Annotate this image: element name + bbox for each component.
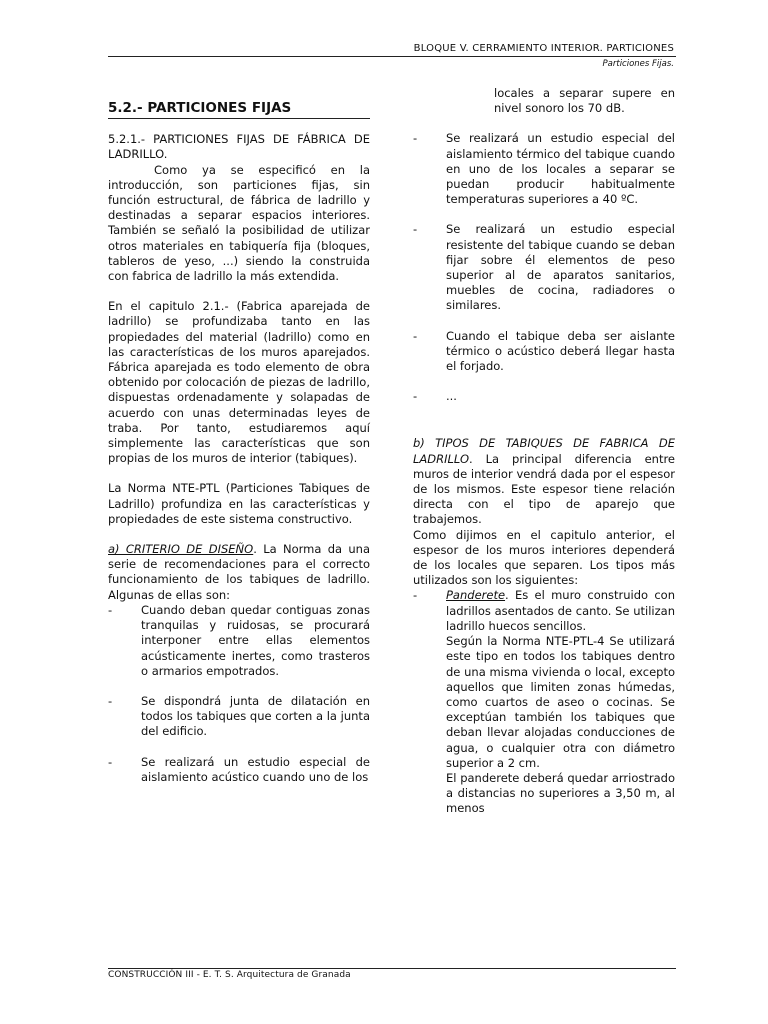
panderete-norma: Según la Norma NTE-PTL-4 Se utilizará este tipo en todos los tabiques dentro de una misma vivienda o local, excepto aquellos que limiten zonas húmedas, como cuartos de aseo o cocinas. Se exceptúan también los tabiques que deban llevar alojadas conducciones de agua, o cualquier otra con diámetro superior a 2 cm. (446, 634, 675, 770)
panderete-term: Panderete (446, 588, 506, 603)
list-item: - Se realizará un estudio especial de aislamiento acústico cuando uno de los (108, 754, 370, 784)
criterio-heading: a) CRITERIO DE DISEÑO (108, 542, 254, 557)
paragraph-tipos (413, 436, 675, 527)
left-column (108, 101, 370, 785)
dash-bullet: - (108, 693, 113, 708)
dash-bullet: - (108, 602, 113, 617)
criterio-list (108, 603, 370, 785)
dash-bullet: - (413, 389, 418, 404)
dash-bullet: - (413, 131, 418, 146)
list-item: - Se realizará un estudio especial resistente del tabique cuando se deban fijar sobre él elementos de peso superior al de aparatos sanitarios, muebles de cocina, radiadores o similares. (413, 222, 675, 313)
list-item-panderete: - Panderete. Es el muro construido con ladrillos asentados de canto. Se utilizan ladrillo huecos sencillos. Según la Norma NTE-PTL-4 Se utilizará este tipo en todos los tabiques dentro de una misma vivienda o local, excepto aquellos que limiten zonas húmedas, como cuartos de aseo o cocinas. Se exceptúan también los tabiques que deban llevar alojadas conducciones de agua, o cualquier otra con diámetro superior a 2 cm. El panderete deberá quedar arriostrado a distancias no superiores a 3,50 m, al menos (413, 588, 675, 816)
header-title: BLOQUE V. CERRAMIENTO INTERIOR. PARTICIONES (413, 43, 674, 54)
dash-bullet: - (413, 328, 418, 343)
tipos-text: . La principal diferencia entre muros de interior vendrá dada por el espesor de los mismos. Este espesor tiene relación directa con el tipo de aparejo que trabajemos. (413, 451, 675, 527)
header-subtitle: Particiones Fijas. (602, 59, 674, 69)
paragraph-norma: La Norma NTE-PTL (Particiones Tabiques de Ladrillo) profundiza en las características y propiedades de este sistema constructivo. (108, 481, 370, 526)
paragraph-capitulo: En el capitulo 2.1.- (Fabrica aparejada de ladrillo) se profundizaba tanto en las propiedades del material (ladrillo) como en las características de los muros aparejados. Fábrica aparejada es todo elemento de obra obtenido por colocación de piezas de ladrillo, dispuestas ordenadamente y solapadas de acuerdo con unas determinadas leyes de traba. Por tanto, estudiaremos aquí simplemente las características que son propias de los muros de interior (tabiques). (108, 299, 370, 466)
right-column (413, 86, 675, 817)
dash-bullet: - (108, 754, 113, 769)
tipos-heading: b) TIPOS DE TABIQUES DE FABRICA DE LADRILLO (413, 436, 675, 466)
paragraph-criterio (108, 542, 370, 603)
subsection-title: 5.2.1.- PARTICIONES FIJAS DE FÁBRICA DE LADRILLO. (108, 132, 370, 162)
criterio-text: . La Norma da una serie de recomendaciones para el correcto funcionamiento de los tabiques de ladrillo. Algunas de ellas son: (108, 542, 370, 602)
paragraph-intro: Como ya se especificó en la introducción, son particiones fijas, sin función estructural, de fábrica de ladrillo y destinadas a separar espacios interiores. También se señaló la posibilidad de utilizar otros materiales en tabiquería fija (bloques, tableros de yeso, ...) siendo la construida con fabrica de ladrillo la más extendida. (108, 162, 370, 284)
header-divider (108, 56, 676, 57)
tipos-list (413, 588, 675, 816)
dash-bullet: - (413, 588, 418, 603)
list-item: - ... (413, 389, 457, 404)
list-item: - Se realizará un estudio especial del aislamiento térmico del tabique cuando en uno de los locales a separar se puedan producir habitualmente temperaturas superiores a 40 ºC. (413, 131, 675, 207)
footer-divider (108, 968, 676, 969)
list-item-continuation: locales a separar supere en nivel sonoro los 70 dB. (494, 86, 675, 116)
list-item: - Cuando deban quedar contiguas zonas tranquilas y ruidosas, se procurará interponer entre ellas elementos acústicamente inertes, como trasteros o armarios empotrados. (108, 602, 370, 678)
footer-text: CONSTRUCCIÓN III - E. T. S. Arquitectura de Granada (108, 970, 351, 980)
section-title: 5.2.- PARTICIONES FIJAS (108, 101, 370, 119)
paragraph-espesor: Como dijimos en el capitulo anterior, el espesor de los muros interiores dependerá de los locales que separen. Los tipos más utilizados son los siguientes: (413, 527, 675, 588)
criterio-list-continued (413, 131, 675, 404)
list-item: - Se dispondrá junta de dilatación en todos los tabiques que corten a la junta del edificio. (108, 693, 370, 739)
list-item: - Cuando el tabique deba ser aislante térmico o acústico deberá llegar hasta el forjado. (413, 328, 675, 374)
dash-bullet: - (413, 222, 418, 237)
panderete-arriostrado: El panderete deberá quedar arriostrado a distancias no superiores a 3,50 m, al menos (446, 770, 675, 816)
